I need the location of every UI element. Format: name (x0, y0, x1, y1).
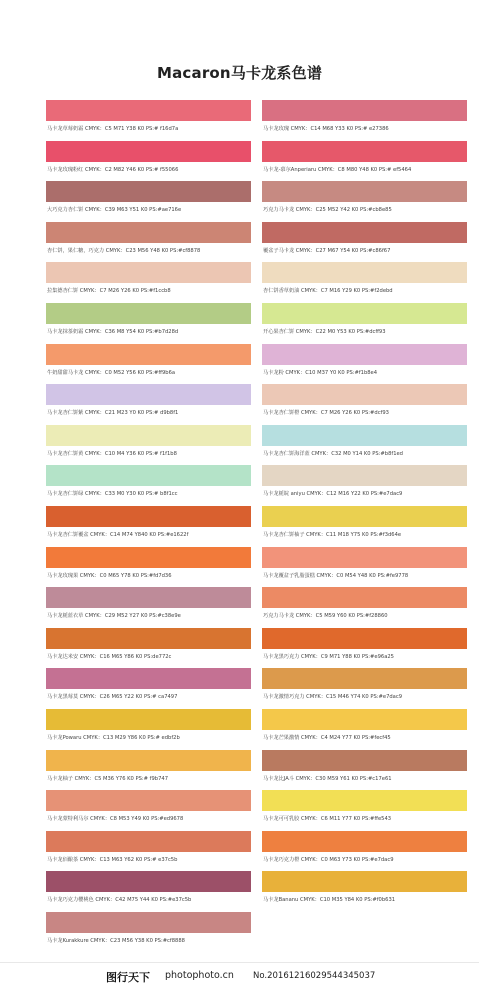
footer-logo: 图行天下 (106, 971, 150, 984)
color-swatch-bar (46, 587, 251, 608)
color-swatch-bar (262, 628, 467, 649)
color-swatch-item (46, 668, 251, 709)
color-swatch-item (262, 100, 467, 141)
color-swatch-bar (46, 344, 251, 365)
color-swatch-item (46, 628, 251, 669)
color-swatch-label: 巧克力马卡龙 CMYK：C25 M52 Y42 K0 PS:#cb8e85 (263, 207, 392, 214)
color-swatch-label: 马卡龙Kurakkure CMYK：C23 M56 Y38 K0 PS:#cf8888 (47, 937, 185, 944)
color-swatch-item (262, 668, 467, 709)
color-swatch-bar (46, 628, 251, 649)
color-swatch-label: 马卡龙芒果激情 CMYK：C4 M24 Y77 K0 PS:#fecf45 (263, 734, 391, 741)
color-swatch-label: 开心果杏仁饼 CMYK：C22 M0 Y53 K0 PS:#dcff93 (263, 328, 386, 335)
page-title: Macaron马卡龙系色谱 (156, 64, 323, 82)
color-swatch-item (262, 547, 467, 588)
color-swatch-item (262, 344, 467, 385)
color-swatch-item (262, 587, 467, 628)
color-swatch-item (46, 425, 251, 466)
color-swatch-label: 马卡龙玫瑰 CMYK：C14 M68 Y33 K0 PS:# e27386 (263, 126, 389, 132)
color-swatch-bar (262, 181, 467, 202)
color-swatch-bar (46, 262, 251, 283)
color-swatch-bar (46, 831, 251, 852)
color-swatch-bar (46, 465, 251, 486)
color-swatch-bar (262, 141, 467, 162)
color-swatch-bar (262, 668, 467, 689)
color-swatch-label: 马卡龙玫瑰果 CMYK：C0 M65 Y78 K0 PS:#fd7d36 (47, 572, 172, 579)
color-swatch-label: 马卡龙柚子 CMYK：C5 M36 Y76 K0 PS:# f9b747 (47, 775, 168, 782)
color-swatch-label: 马卡龙杏仁饼紫 CMYK：C21 M23 Y0 K0 PS:# d9b8f1 (47, 410, 179, 417)
color-swatch-item (46, 587, 251, 628)
color-swatch-label: 马卡龙比JA斗 CMYK：C30 M59 Y61 K0 PS:#c17e61 (263, 775, 392, 782)
color-swatch-item (46, 547, 251, 588)
color-swatch-item (262, 871, 467, 912)
color-swatch-bar (46, 141, 251, 162)
color-swatch-item (46, 465, 251, 506)
color-swatch-bar (262, 587, 467, 608)
color-swatch-item (262, 384, 467, 425)
color-swatch-label: 大巧克力杏仁饼 CMYK：C39 M63 Y51 K0 PS:#ae716e (47, 207, 182, 214)
color-swatch-label: 巧克力马卡龙 CMYK：C5 M59 Y60 K0 PS:#f28860 (263, 613, 388, 620)
color-swatch-label: 马卡龙黑莓莫 CMYK：C26 M65 Y22 K0 PS:# ca7497 (47, 694, 178, 701)
color-swatch-item (46, 181, 251, 222)
color-swatch-item (262, 141, 467, 182)
color-swatch-label: 马卡龙可可乳胶 CMYK：C6 M11 Y77 K0 PS:#ffe543 (263, 816, 392, 823)
color-swatch-item (262, 831, 467, 872)
color-swatch-label: 马卡龙Powaru CMYK：C13 M29 Y86 K0 PS:# edbf2b (47, 734, 180, 741)
color-swatch-label: 马卡龙栀皖 aniyu CMYK：C12 M16 Y22 K0 PS:#e7dac9 (263, 491, 403, 498)
color-swatch-bar (262, 831, 467, 852)
color-swatch-label: 杏仁饼，果仁糖，巧克力 CMYK：C23 M56 Y48 K0 PS:#cf8878 (47, 247, 201, 254)
color-swatch-label: 马卡龙杏仁饼柚子 CMYK：C11 M18 Y75 K0 PS:#f3d64e (263, 531, 402, 538)
color-swatch-item (46, 790, 251, 831)
color-swatch-item (262, 222, 467, 263)
color-swatch-bar (262, 222, 467, 243)
color-swatch-item (46, 303, 251, 344)
color-swatch-label: 马卡龙杏仁饼黄 CMYK：C10 M4 Y36 K0 PS:# f1f1b8 (47, 450, 177, 457)
color-swatch-item (46, 100, 251, 141)
color-swatch-label: 马卡龙巧克力樱桃色 CMYK：C42 M75 Y44 K0 PS:#e37c5b (47, 897, 192, 904)
color-swatch-bar (46, 506, 251, 527)
color-swatch-bar (46, 547, 251, 568)
color-swatch-label: 马卡龙粉 CMYK：C10 M37 Y0 K0 PS:#f1b8e4 (263, 369, 378, 376)
color-swatch-item (46, 141, 251, 182)
color-swatch-item (46, 506, 251, 547)
watermark-footer (0, 962, 479, 988)
color-swatch-item (46, 871, 251, 912)
color-swatch-item (262, 750, 467, 791)
color-swatch-label: 杏仁饼香草奶油 CMYK：C7 M16 Y29 K0 PS:#f2debd (263, 288, 393, 295)
color-swatch-label: 马卡龙杏仁饼海洋蓝 CMYK：C32 M0 Y14 K0 PS:#b8f1ed (263, 450, 403, 457)
color-swatch-bar (262, 547, 467, 568)
color-swatch-bar (46, 425, 251, 446)
color-swatch-item (262, 790, 467, 831)
color-swatch-label: 拉集德杏仁饼 CMYK：C7 M26 Y26 K0 PS:#f1ccb8 (47, 288, 171, 295)
color-swatch-item (46, 750, 251, 791)
color-swatch-bar (262, 871, 467, 892)
color-swatch-label: 马卡龙黑巧克力 CMYK：C9 M71 Y88 K0 PS:#e96a25 (263, 653, 394, 660)
color-swatch-item (46, 831, 251, 872)
color-swatch-bar (46, 100, 251, 121)
color-swatch-item (262, 709, 467, 750)
color-swatch-bar (46, 790, 251, 811)
color-swatch-bar (46, 222, 251, 243)
color-swatch-bar (262, 100, 467, 121)
color-swatch-bar (46, 750, 251, 771)
color-swatch-item (262, 425, 467, 466)
color-swatch-item (46, 912, 251, 953)
color-swatch-label: 马卡龙巧克力橙 CMYK：C0 M63 Y73 K0 PS:#e7dac9 (263, 856, 394, 863)
color-swatch-bar (262, 344, 467, 365)
color-swatch-label: 马卡龙-慕尔Anperiaru CMYK：C8 M80 Y48 K0 PS:# ef5464 (263, 166, 412, 173)
color-swatch-item (262, 506, 467, 547)
color-swatch-label: 马卡龙覆盆子乳脂蛋糕 CMYK：C0 M54 Y48 K0 PS:#fe9778 (263, 572, 409, 579)
color-swatch-label: 马卡龙杏仁饼橙 CMYK：C7 M26 Y26 K0 PS:#dcf93 (263, 410, 389, 417)
color-swatch-bar (262, 750, 467, 771)
color-swatch-label: 马卡龙达米安 CMYK：C16 M65 Y86 K0 PS:de772c (47, 653, 172, 660)
footer-site: photophoto.cn (165, 970, 234, 981)
color-swatch-bar (262, 506, 467, 527)
color-swatch-item (46, 384, 251, 425)
color-swatch-label: 马卡龙激情巧克力 CMYK：C15 M46 Y74 K0 PS:#e7dac9 (263, 694, 403, 701)
color-swatch-label: 马卡龙蒙特利马尔 CMYK：C8 M53 Y49 K0 PS:#ed9678 (47, 816, 184, 823)
color-swatch-bar (262, 465, 467, 486)
color-swatch-label: 马卡龙Bananu CMYK：C10 M35 Y84 K0 PS:#f0b631 (263, 897, 396, 904)
color-swatch-label: 覆盆子马卡龙 CMYK：C27 M67 Y54 K0 PS:#c86f67 (263, 247, 391, 254)
color-swatch-label: 马卡龙抹茶奶霜 CMYK：C36 M8 Y54 K0 PS:#b7d28d (47, 328, 179, 335)
footer-image-number: No.20161216029544345037 (253, 971, 376, 981)
color-swatch-item (46, 709, 251, 750)
color-swatch-bar (262, 790, 467, 811)
color-swatch-bar (262, 384, 467, 405)
color-swatch-bar (46, 912, 251, 933)
color-swatch-bar (262, 425, 467, 446)
color-swatch-label: 马卡龙玫瑰粉红 CMYK：C2 M82 Y46 K0 PS:# f55066 (47, 166, 179, 173)
color-swatch-label: 马卡龙草莓奶霜 CMYK：C5 M71 Y38 K0 PS:# f16d7a (47, 126, 179, 132)
swatch-column-right (262, 100, 467, 912)
color-swatch-bar (46, 668, 251, 689)
color-swatch-label: 马卡龙栀蓝衣草 CMYK：C29 M52 Y27 K0 PS:#c38e9e (47, 613, 181, 620)
color-swatch-bar (262, 262, 467, 283)
color-swatch-label: 马卡龙佰酿茶 CMYK：C13 M63 Y62 K0 PS:# e37c5b (47, 856, 178, 863)
color-swatch-item (46, 222, 251, 263)
color-swatch-item (46, 262, 251, 303)
color-swatch-bar (262, 709, 467, 730)
color-swatch-item (262, 303, 467, 344)
color-swatch-bar (46, 303, 251, 324)
color-swatch-item (262, 628, 467, 669)
color-swatch-item (262, 262, 467, 303)
color-swatch-bar (262, 303, 467, 324)
color-swatch-item (262, 181, 467, 222)
color-swatch-item (46, 344, 251, 385)
color-swatch-label: 牛奶甜甜马卡龙 CMYK：C0 M52 Y56 K0 PS:#ff9b6a (47, 369, 176, 376)
color-swatch-label: 马卡龙杏仁饼覆盆 CMYK：C14 M74 Y840 K0 PS:#e1622f (47, 531, 189, 538)
color-swatch-item (262, 465, 467, 506)
color-swatch-bar (46, 384, 251, 405)
swatch-column-left (46, 100, 251, 952)
color-swatch-bar (46, 709, 251, 730)
color-swatch-label: 马卡龙杏仁饼绿 CMYK：C33 M0 Y30 K0 PS:# b8f1cc (47, 491, 178, 498)
color-swatch-bar (46, 181, 251, 202)
color-swatch-bar (46, 871, 251, 892)
